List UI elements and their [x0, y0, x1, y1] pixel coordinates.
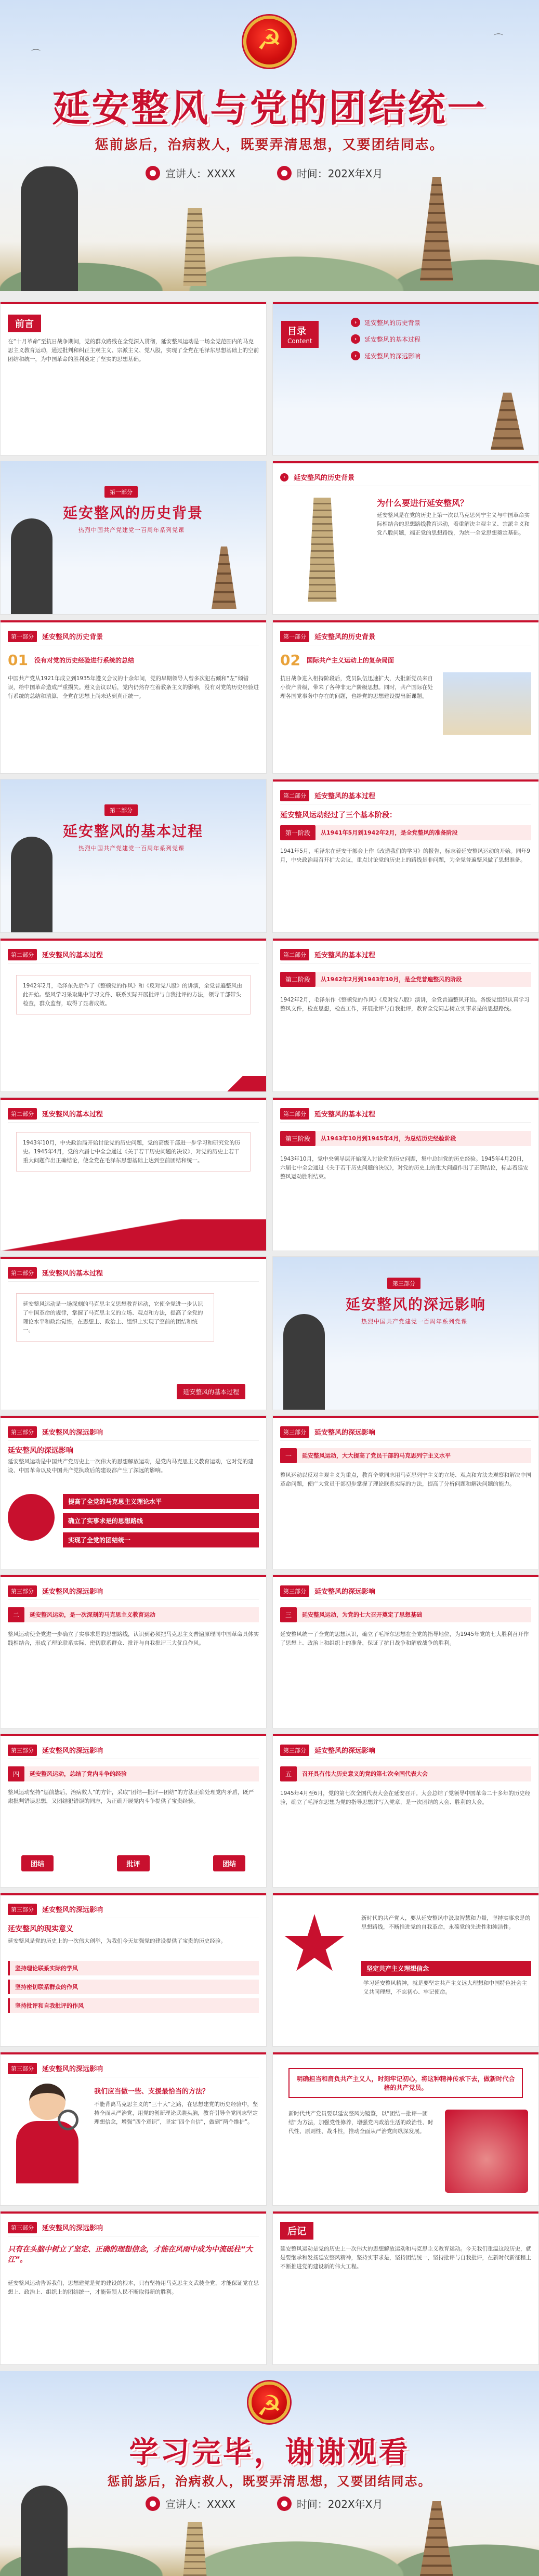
- impact5-text: 1945年4月至6月，党的第七次全国代表大会在延安召开。大会总结了党领导中国革命二十多年的历史经验，确立了毛泽东思想为党的指导思想并写入党章，是一次团结的大会、胜利的大会。: [280, 1790, 531, 1805]
- slide-topbar: [273, 302, 538, 304]
- bg2-number: 02: [280, 652, 300, 669]
- slide-topbar: [1, 620, 266, 622]
- mountain-landscape: [0, 2514, 539, 2576]
- section-head: [8, 1901, 259, 1918]
- toc-bullet-icon: ›: [351, 351, 360, 360]
- section-head: [280, 628, 531, 645]
- party-emblem-icon: [243, 16, 295, 68]
- bg1-text: 中国共产党从1921年成立到1935年遵义会议的十余年间，党的早期领导人曾多次犯右倾和“左”倾错误，给中国革命造成严重损失。遵义会议以后，党内仍然存在着教条主义的影响，没有对党的历史经验进行系统的总结和清算，全党在思想上尚未达到真正统一。: [8, 675, 259, 699]
- impact2-num: 二: [8, 1607, 24, 1622]
- impact1-num: 一: [280, 1448, 297, 1463]
- star-icon: [283, 1914, 346, 1976]
- date: 时间：202X年X月: [296, 167, 383, 180]
- section-title: 延安整风的历史背景: [294, 474, 355, 482]
- impact5-num: 五: [280, 1766, 297, 1781]
- cover-slide: [0, 0, 539, 291]
- slide-topbar: [1, 302, 266, 304]
- section-head: [280, 1105, 531, 1123]
- slide-promise: [272, 2052, 539, 2206]
- slide-topbar: [1, 2052, 266, 2054]
- impact-intro-list: [63, 1494, 259, 1547]
- question-text: 不能背离马克思主义的“三十大”之路，在思想建党的历史经验中，坚持全面从严治党，用党的创新理论武装头脑，教育引导全党同志坚定理想信念，增强“四个意识”，坚定“四个自信”，做到“两个维护”。: [94, 2101, 258, 2125]
- section-title: 延安整风的历史背景: [42, 633, 103, 641]
- part-tag: 第三部分: [280, 1585, 309, 1597]
- why-question: 为什么要进行延安整风？: [377, 498, 469, 508]
- slide-impact1: [272, 1415, 539, 1569]
- part-tag: 第三部分: [280, 1426, 309, 1438]
- slide-topbar: [273, 461, 538, 463]
- section-title: 延安整风的深远影响: [314, 1429, 376, 1437]
- bg2-text: 抗日战争进入相持阶段后，党员队伍迅速扩大，大批新党员来自小资产阶级，带来了各种非无产阶级思想。同时，共产国际在处理各国党事务中存在的问题，也给党的思想建设提出新课题。: [280, 675, 433, 699]
- section-title: 延安整风的基本过程: [314, 952, 376, 959]
- speaker-icon: [146, 2496, 160, 2511]
- date-row: [277, 165, 383, 180]
- part-tag: 第三部分: [8, 1745, 37, 1756]
- person-body: [16, 2121, 78, 2183]
- impact4-bar: [8, 1766, 259, 1781]
- impact1-text: 整风运动以反对主观主义为重点，教育全党同志用马克思列宁主义的立场、观点和方法去观察和解决中国革命问题，使广大党员干部初步掌握了理论联系实际的方法，提高了分析问题和解决问题的能力。: [280, 1472, 531, 1487]
- part-tag: 第二部分: [8, 1108, 37, 1120]
- preface-heading: 前言: [8, 315, 41, 332]
- flag-illustration: [445, 2110, 528, 2193]
- impact4-buttons: [21, 1855, 245, 1871]
- cover-title: 延安整风与党的团结统一: [52, 86, 487, 130]
- section-head: [8, 628, 259, 645]
- slide-topbar: [1, 1257, 266, 1259]
- slide-topbar: [273, 1575, 538, 1577]
- slide-topbar: [273, 1734, 538, 1736]
- impact1-bar: [280, 1448, 531, 1463]
- section-head: [280, 1582, 531, 1600]
- statue-silhouette: [21, 166, 78, 291]
- speaker: 宣讲人：XXXX: [165, 167, 235, 180]
- slide-stage2: [272, 938, 539, 1092]
- significance-item: 坚持批评和自我批评的作风: [8, 1998, 259, 2013]
- summary-text: 延安整风运动是一场深刻的马克思主义思想教育运动，它使全党进一步认识了中国革命的规律，掌握了马克思主义的立场、观点和方法，提高了全党的理论水平和政治觉悟，在思想上、政治上、组织上实现了空前的团结和统一。: [23, 1301, 203, 1334]
- why-text: 延安整风是在党的历史上第一次以马克思列宁主义与中国革命实际相结合的思想路线教育运动，着重解决主观主义、宗派主义和党八股问题，端正党的思想路线，为统一全党思想奠定基础。: [377, 512, 530, 536]
- mountain-landscape: [0, 192, 539, 291]
- ending-meta: [146, 2496, 435, 2511]
- unity-button[interactable]: 团结: [21, 1855, 54, 1871]
- toc-bullet-icon: ›: [351, 318, 360, 327]
- slide-topbar: [273, 939, 538, 941]
- impact-intro-item: 提高了全党的马克思主义理论水平: [63, 1494, 259, 1509]
- section-title: 延安整风的深远影响: [42, 1429, 103, 1437]
- slide-topbar: [1, 1416, 266, 1418]
- stage3-text: 1943年10月，党中央领导层开始深入讨论党的历史问题，集中总结党的历史经验。1945年4月20日，六届七中全会通过《关于若干历史问题的决议》，对党的历史上的重大问题作出了正确结论，标志着延安整风运动胜利结束。: [280, 1156, 529, 1180]
- section-head: [8, 1105, 259, 1123]
- slide-meaning: [272, 1893, 539, 2047]
- significance-item: 坚持密切联系群众的作风: [8, 1980, 259, 1994]
- part-tag: 第二部分: [8, 1267, 37, 1279]
- meaning-quote: 学习延安整风精神，就是要坚定共产主义远大理想和中国特色社会主义共同理想，不忘初心、牢记使命。: [363, 1980, 527, 1995]
- chapter3-label: 第三部分: [387, 1278, 420, 1289]
- chapter3-title: 延安整风的深远影响: [346, 1296, 487, 1313]
- impact4-title: 延安整风运动，总结了党内斗争的经验: [24, 1766, 259, 1781]
- significance-heading: 延安整风的现实意义: [8, 1925, 73, 1933]
- slide-essence: [0, 2211, 267, 2365]
- toc-item[interactable]: [351, 334, 420, 344]
- cover-subtitle: 惩前毖后，治病救人，既要弄清思想，又要团结同志。: [95, 137, 444, 153]
- section-head: [8, 1582, 259, 1600]
- epilogue-heading: 后记: [280, 2222, 313, 2240]
- impact3-num: 三: [280, 1607, 297, 1622]
- slide-topbar: [273, 2211, 538, 2214]
- monument-tower: [294, 498, 351, 602]
- toc-item-label: 延安整风的基本过程: [364, 335, 421, 343]
- bg2-photo: [443, 672, 531, 735]
- slide-question: [0, 2052, 267, 2206]
- slide-topbar: [273, 620, 538, 622]
- section-title: 延安整风的深远影响: [42, 2065, 103, 2073]
- significance-list: [8, 1961, 259, 2013]
- part-tag: 第二部分: [280, 790, 309, 801]
- section-title: 延安整风的基本过程: [314, 792, 376, 800]
- ending-slide: [0, 2371, 539, 2576]
- section-head: [280, 946, 531, 964]
- section-head: [8, 1264, 259, 1282]
- slide-process-summary: [0, 1256, 267, 1410]
- section-head: [8, 946, 259, 964]
- stage3-time: 从1943年10月到1945年4月，为总结历史经验阶段: [315, 1131, 531, 1146]
- magnifier-icon: [58, 2110, 78, 2130]
- chapter2-label: 第二部分: [104, 804, 138, 816]
- slide-topbar: [1, 1575, 266, 1577]
- part-tag: 第二部分: [8, 949, 37, 960]
- section-title: 延安整风的基本过程: [42, 1270, 103, 1278]
- toc-bullet-icon: ›: [351, 334, 360, 344]
- stages-lead: 延安整风运动经过了三个基本阶段：: [280, 811, 397, 819]
- slide-background-01: [0, 620, 267, 774]
- part-tag: 第一部分: [280, 631, 309, 642]
- section-head: [8, 1423, 259, 1441]
- impact5-title: 召开具有伟大历史意义的党的第七次全国代表大会: [297, 1766, 531, 1781]
- chapter3-landscape: [273, 1368, 538, 1410]
- part-tag: 第二部分: [280, 1108, 309, 1120]
- slide-topbar: [273, 1416, 538, 1418]
- criticism-button[interactable]: 批评: [117, 1855, 149, 1871]
- promise-box: 明确担当和肩负共产主义人，时刻牢记初心，将这种精神传承下去，做新时代合格的共产党员。: [288, 2068, 523, 2098]
- impact-intro-item: 确立了实事求是的思想路线: [63, 1513, 259, 1528]
- slide-process-text: [0, 938, 267, 1092]
- toc-heading-box: [281, 321, 319, 348]
- impact1-title: 延安整风运动，大大提高了党员干部的马克思列宁主义水平: [297, 1448, 531, 1463]
- section-title: 延安整风的深远影响: [42, 1588, 103, 1596]
- essence-text: 延安整风运动告诉我们，思想建党是党的建设的根本，只有坚持用马克思主义武装全党，才能保证党在思想上、政治上、组织上的团结统一，才能带领人民不断取得新的胜利。: [8, 2280, 259, 2295]
- stage2-bar: [280, 972, 531, 987]
- impact-intro-item: 实现了全党的团结统一: [63, 1532, 259, 1547]
- section-title: 延安整风的深远影响: [42, 1906, 103, 1914]
- bird-icon: ⌒: [31, 49, 41, 60]
- section-title: 延安整风的基本过程: [42, 952, 103, 959]
- speaker-row: [146, 165, 235, 180]
- slide-impact2: [0, 1575, 267, 1728]
- significance-text: 延安整风是党的历史上的一次伟大创举，为我们今天加强党的建设提供了宝贵的历史经验。: [8, 1938, 226, 1944]
- impact3-title: 延安整风运动，为党的七大召开奠定了思想基础: [297, 1607, 531, 1622]
- summary-box: [16, 1293, 214, 1342]
- unity-button[interactable]: 团结: [213, 1855, 245, 1871]
- conclusion-text: 1943年10月，中央政治局开始讨论党的历史问题，党的高级干部进一步学习和研究党的历史。1945年4月，党的六届七中全会通过《关于若干历史问题的决议》，对党的历史上若干重大问题作出正确结论，使全党在毛泽东思想基础上达到空前团结和统一。: [23, 1140, 241, 1164]
- impact-intro-text: 延安整风运动是中国共产党历史上一次伟大的思想解放运动，是党内马克思主义教育运动，它对党的建设、中国革命以及中国共产党执政后的建设都产生了深远的影响。: [8, 1459, 254, 1474]
- stage1-label: 第一阶段: [280, 825, 315, 840]
- chapter1-label: 第一部分: [104, 486, 138, 498]
- toc-heading: 目录: [287, 326, 306, 337]
- impact-circle-decoration: [8, 1494, 55, 1541]
- slide-chapter1: [0, 461, 267, 615]
- impact2-bar: [8, 1607, 259, 1622]
- party-emblem-icon: [248, 2382, 290, 2423]
- section-title: 延安整风的深远影响: [42, 2224, 103, 2232]
- slide-topbar: [1, 2211, 266, 2214]
- part-tag: 第二部分: [280, 949, 309, 960]
- slide-topbar: [1, 1098, 266, 1100]
- section-head: [280, 787, 531, 804]
- bg2-header: [280, 652, 394, 669]
- slide-topbar: [1, 939, 266, 941]
- chapter1-subtitle: 热烈中国共产党建党一百周年系列党课: [78, 527, 185, 534]
- stage2-time: 从1942年2月到1943年10月，是全党普遍整风的阶段: [315, 972, 531, 987]
- slide-background-02: [272, 620, 539, 774]
- slide-topbar: [273, 1893, 538, 1895]
- stage1-bar: [280, 825, 531, 840]
- essence-title: 只有在头脑中树立了坚定、正确的理想信念，才能在风雨中成为中流砥柱“大江”。: [8, 2245, 253, 2264]
- clock-icon: [277, 2496, 292, 2511]
- toc-item-label: 延安整风的深远影响: [364, 352, 421, 360]
- section-bullet-icon: ›: [280, 473, 288, 482]
- section-head: [8, 2219, 259, 2236]
- slide-stage3: [272, 1097, 539, 1251]
- part-tag: 第一部分: [8, 631, 37, 642]
- slide-preface: [0, 302, 267, 456]
- part-tag: 第三部分: [8, 2063, 37, 2074]
- clock-icon: [277, 166, 292, 180]
- meaning-text: 新时代的共产党人，要从延安整风中汲取智慧和力量，坚持实事求是的思想路线，不断推进党的自我革命，永葆党的先进性和纯洁性。: [361, 1915, 531, 1930]
- bird-icon: ⌒: [494, 33, 503, 44]
- impact2-title: 延安整风运动，是一次深刻的马克思主义教育运动: [24, 1607, 259, 1622]
- slide-chapter3: [272, 1256, 539, 1410]
- slide-impact-intro: [0, 1415, 267, 1569]
- toc-item-label: 延安整风的历史背景: [364, 319, 421, 327]
- slide-impact5: [272, 1734, 539, 1888]
- impact4-num: 四: [8, 1766, 24, 1781]
- chapter2-title: 延安整风的基本过程: [63, 823, 204, 840]
- section-head: [8, 2060, 259, 2077]
- impact3-text: 延安整风统一了全党的思想认识，确立了毛泽东思想在全党的指导地位，为1945年党的七大胜利召开作了思想上、政治上和组织上的准备，保证了抗日战争和解放战争的胜利。: [280, 1631, 529, 1646]
- ending-date: 时间：202X年X月: [296, 2498, 383, 2510]
- impact2-text: 整风运动使全党进一步确立了实事求是的思想路线，认识到必须把马克思主义普遍原理同中国革命具体实践相结合，形成了理论联系实际、密切联系群众、批评与自我批评三大优良作风。: [8, 1631, 259, 1646]
- slide-conclusion: [0, 1097, 267, 1251]
- part-tag: 第三部分: [8, 1426, 37, 1438]
- slide-impact3: [272, 1575, 539, 1728]
- slide-significance: [0, 1893, 267, 2047]
- toc-heading-en: Content: [287, 337, 312, 345]
- process-text: 1942年2月，毛泽东先后作了《整顿党的作风》和《反对党八股》的讲演，全党普遍整风由此开始。整风学习采取集中学习文件、联系实际开展批评与自我批评的方法，领导干部带头检查，群众监督，取得了显著成效。: [23, 983, 242, 1007]
- section-title: 延安整风的深远影响: [42, 1747, 103, 1755]
- ending-speaker: 宣讲人：XXXX: [165, 2498, 235, 2510]
- slide-stage1: [272, 779, 539, 933]
- stage2-text: 1942年2月，毛泽东作《整顿党的作风》《反对党八股》演讲，全党普遍整风开始。各级党组织认真学习整风文件，检查思想，检查工作，开展批评与自我批评，教育全党同志树立实事求是的思想路线。: [280, 997, 530, 1012]
- cover-meta: [146, 165, 435, 180]
- speaker-row: [146, 2496, 235, 2511]
- question-title: 我们应当做一些、支援最恰当的方法？: [94, 2088, 209, 2096]
- slide-epilogue: [272, 2211, 539, 2365]
- slide-corner-decoration: [204, 1076, 266, 1091]
- stage3-label: 第三阶段: [280, 1131, 315, 1146]
- section-title: 延安整风的历史背景: [314, 633, 376, 641]
- toc-list: [351, 318, 420, 360]
- section-head: [280, 1741, 531, 1759]
- slide-topbar: [273, 779, 538, 782]
- stage1-time: 从1941年5月到1942年2月，是全党整风的准备阶段: [315, 825, 531, 840]
- impact4-text: 整风运动坚持“惩前毖后，治病救人”的方针，采取“团结—批评—团结”的方法正确处理党内矛盾，既严肃批判错误思想，又团结犯错误的同志，为正确开展党内斗争提供了宝贵经验。: [8, 1789, 254, 1804]
- chapter2-landscape: [1, 891, 266, 932]
- section-title: 延安整风的深远影响: [314, 1747, 376, 1755]
- bg1-header: [8, 652, 134, 669]
- slide-topbar: [273, 2052, 538, 2054]
- bg1-number: 01: [8, 652, 28, 669]
- chapter1-title: 延安整风的历史背景: [63, 504, 204, 522]
- section-title: 延安整风的基本过程: [42, 1111, 103, 1118]
- chapter3-subtitle: 热烈中国共产党建党一百周年系列党课: [361, 1318, 467, 1325]
- slide-topbar: [273, 1098, 538, 1100]
- promise-text: 新时代共产党员要以延安整风为镜鉴，以“团结—批评—团结”为方法，加强党性修养，增强党内政治生活的政治性、时代性、原则性、战斗性，推动全面从严治党向纵深发展。: [288, 2111, 433, 2135]
- impact-intro-heading: 延安整风的深远影响: [8, 1447, 73, 1455]
- summary-footer-tag: 延安整风的基本过程: [177, 1384, 245, 1399]
- conclusion-box: [16, 1132, 251, 1172]
- preface-landscape: [1, 419, 266, 455]
- date-row: [277, 2496, 383, 2511]
- impact3-bar: [280, 1607, 531, 1622]
- section-title: 延安整风的深远影响: [314, 1588, 376, 1596]
- part-tag: 第三部分: [280, 1745, 309, 1756]
- section-title: 延安整风的基本过程: [314, 1111, 376, 1118]
- part-tag: 第三部分: [8, 2222, 37, 2233]
- slide-chapter2: [0, 779, 267, 933]
- slide-impact4: [0, 1734, 267, 1888]
- significance-item: 坚持理论联系实际的学风: [8, 1961, 259, 1975]
- statue-silhouette: [21, 2486, 68, 2576]
- part-tag: 第三部分: [8, 1904, 37, 1915]
- stage3-bar: [280, 1131, 531, 1146]
- section-head: [280, 469, 531, 486]
- slide-why: [272, 461, 539, 615]
- chapter2-subtitle: 热烈中国共产党建党一百周年系列党课: [78, 845, 185, 852]
- meaning-quote-title: 坚定共产主义理想信念: [361, 1961, 531, 1976]
- thinking-person-illustration: [11, 2084, 84, 2188]
- ending-subtitle: 惩前毖后，治病救人，既要弄清思想，又要团结同志。: [107, 2474, 432, 2489]
- slide-toc: [272, 302, 539, 456]
- speaker-icon: [146, 166, 160, 180]
- impact5-bar: [280, 1766, 531, 1781]
- section-head: [8, 1741, 259, 1759]
- epilogue-text: 延安整风运动是党的历史上一次伟大的思想解放运动和马克思主义教育运动。今天我们重温这段历史，就是要继承和发扬延安整风精神，坚持实事求是，坚持团结统一，坚持批评与自我批评，在新时代新征程上不断推进党的建设新的伟大工程。: [280, 2246, 531, 2270]
- stage2-label: 第二阶段: [280, 972, 315, 987]
- red-wave-decoration: [1, 1219, 266, 1251]
- slide-topbar: [1, 1893, 266, 1895]
- meaning-quote-box: [361, 1961, 531, 2000]
- process-text-box: [16, 975, 251, 1014]
- stage1-text: 1941年5月，毛泽东在延安干部会上作《改造我们的学习》的报告，标志着延安整风运动的开始。同年9月，中央政治局召开扩大会议，重点讨论党的历史上的路线是非问题，为全党普遍整风做了思想准备。: [280, 848, 531, 863]
- section-head: [280, 1423, 531, 1441]
- preface-text: 在“十月革命”至抗日战争期间，党的群众路线在全党深入贯彻，延安整风运动是一场全党范围内的马克思主义教育运动，通过批判和纠正主观主义、宗派主义、党八股，实现了全党在毛泽东思想基础上的空前团结和统一，为中国革命的胜利奠定了坚实的思想基础。: [8, 339, 259, 362]
- toc-item[interactable]: [351, 318, 420, 327]
- ending-title: 学习完毕，谢谢观看: [129, 2436, 410, 2469]
- slide-topbar: [1, 1734, 266, 1736]
- toc-item[interactable]: [351, 351, 420, 360]
- bg1-title: 没有对党的历史经验进行系统的总结: [34, 657, 134, 664]
- bg2-title: 国际共产主义运动上的复杂局面: [306, 657, 394, 664]
- part-tag: 第三部分: [8, 1585, 37, 1597]
